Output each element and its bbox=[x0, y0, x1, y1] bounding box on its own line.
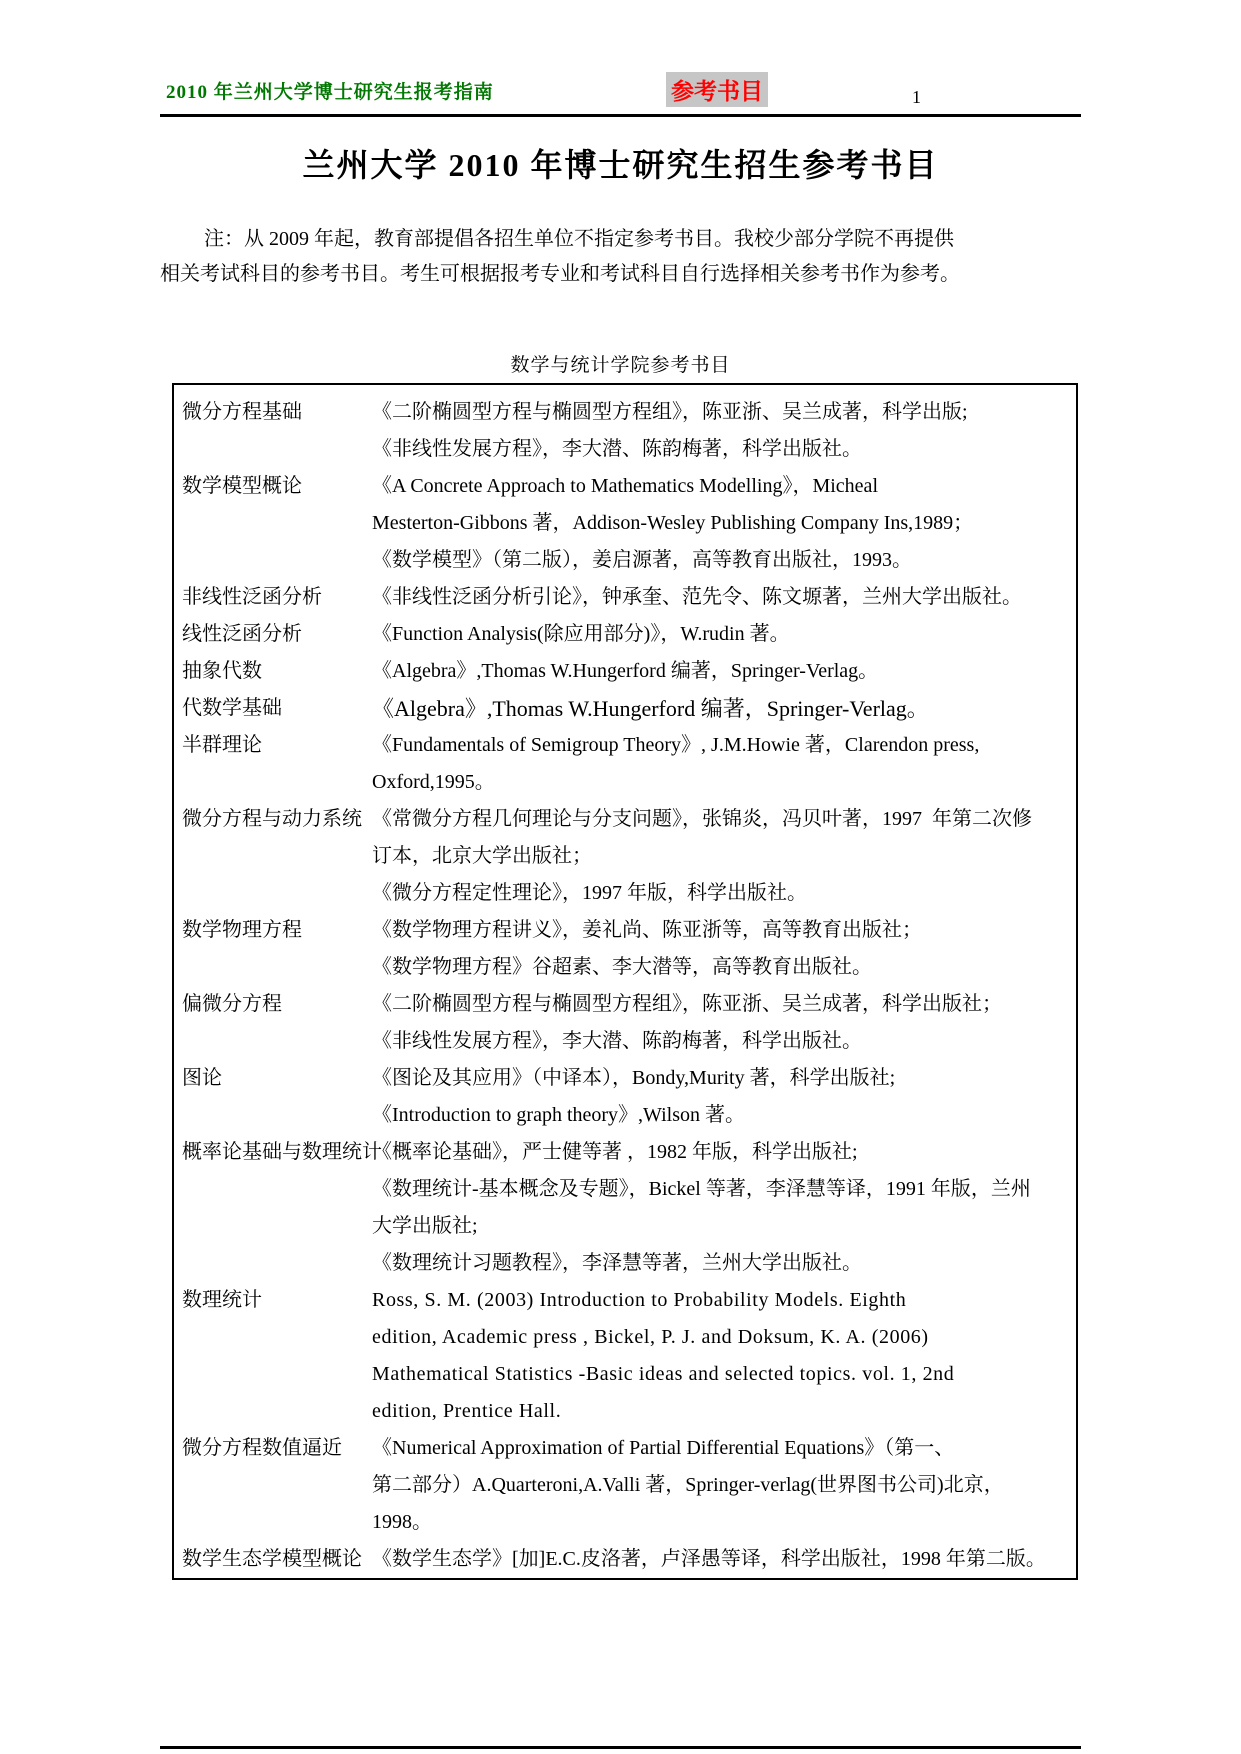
course-name: 数学模型概论 bbox=[182, 475, 302, 497]
book-line: 《数学物理方程》谷超素、李大潜等，高等教育出版社。 bbox=[372, 956, 872, 978]
footer-rule bbox=[160, 1746, 1081, 1749]
course-name: 偏微分方程 bbox=[182, 993, 282, 1015]
book-line: 第二部分）A.Quarteroni,A.Valli 著，Springer-verlag(世界图书公司)北京， bbox=[372, 1474, 1004, 1496]
book-list bbox=[372, 986, 1076, 1060]
book-line: 《数学模型》（第二版），姜启源著，高等教育出版社，1993。 bbox=[372, 549, 912, 571]
table-row bbox=[182, 394, 1076, 468]
table-row bbox=[182, 1541, 1076, 1578]
book-line: 《非线性发展方程》，李大潜、陈韵梅著，科学出版社。 bbox=[372, 1030, 862, 1052]
book-line: 《二阶椭圆型方程与椭圆型方程组》，陈亚浙、吴兰成著，科学出版; bbox=[372, 401, 968, 423]
book-line: 《Algebra》,Thomas W.Hungerford 编著，Springer-Verlag。 bbox=[372, 660, 879, 682]
course-name: 图论 bbox=[182, 1067, 222, 1089]
book-line: 《数学物理方程讲义》，姜礼尚、陈亚浙等，高等教育出版社； bbox=[372, 919, 922, 941]
page-header bbox=[160, 0, 1081, 117]
course-name: 抽象代数 bbox=[182, 660, 262, 682]
book-line: 《A Concrete Approach to Mathematics Modelling》，Micheal bbox=[372, 475, 878, 497]
book-list bbox=[372, 468, 1076, 579]
course-name: 非线性泛函分析 bbox=[182, 586, 322, 608]
table-row bbox=[182, 1134, 1076, 1282]
book-list bbox=[372, 653, 1076, 690]
book-line: Mathematical Statistics -Basic ideas and selected topics. vol. 1, 2nd bbox=[372, 1363, 955, 1385]
table-row bbox=[182, 912, 1076, 986]
book-list bbox=[372, 1541, 1076, 1578]
book-line: 1998。 bbox=[372, 1511, 432, 1533]
book-list bbox=[372, 1060, 1076, 1134]
table-row bbox=[182, 1060, 1076, 1134]
book-line: 《数理统计-基本概念及专题》，Bickel 等著，李泽慧等译，1991 年版，兰州 bbox=[372, 1178, 1031, 1200]
book-line: 《概率论基础》，严士健等著 ，1982 年版，科学出版社; bbox=[372, 1141, 858, 1163]
section-badge: 参考书目 bbox=[666, 72, 768, 107]
book-line: Ross, S. M. (2003) Introduction to Probability Models. Eighth bbox=[372, 1289, 907, 1311]
book-line: 《微分方程定性理论》，1997 年版，科学出版社。 bbox=[372, 882, 807, 904]
course-name: 半群理论 bbox=[182, 734, 262, 756]
book-line: edition, Academic press , Bickel, P. J. and Doksum, K. A. (2006) bbox=[372, 1326, 929, 1348]
course-name: 微分方程数值逼近 bbox=[182, 1437, 342, 1459]
reference-book-table bbox=[172, 383, 1078, 1580]
course-name: 数理统计 bbox=[182, 1289, 262, 1311]
course-name: 数学生态学模型概论 bbox=[182, 1548, 362, 1570]
table-row bbox=[182, 690, 1076, 727]
book-list bbox=[372, 801, 1076, 912]
book-line: Mesterton-Gibbons 著，Addison-Wesley Publishing Company Ins,1989； bbox=[372, 512, 974, 534]
table-caption: 数学与统计学院参考书目 bbox=[510, 355, 731, 376]
book-list bbox=[372, 1134, 1076, 1282]
book-line: 《非线性发展方程》，李大潜、陈韵梅著，科学出版社。 bbox=[372, 438, 862, 460]
book-list bbox=[372, 394, 1076, 468]
course-name: 概率论基础与数理统计 bbox=[182, 1141, 382, 1163]
note-paragraph bbox=[160, 222, 1090, 292]
page-number: 1 bbox=[912, 87, 921, 107]
book-line: 《数理统计习题教程》，李泽慧等著，兰州大学出版社。 bbox=[372, 1252, 862, 1274]
table-row bbox=[182, 653, 1076, 690]
book-list bbox=[372, 616, 1076, 653]
book-line: 大学出版社; bbox=[372, 1215, 478, 1237]
note-line: 相关考试科目的参考书目。考生可根据报考专业和考试科目自行选择相关参考书作为参考。 bbox=[160, 263, 960, 285]
book-line: 《二阶椭圆型方程与椭圆型方程组》，陈亚浙、吴兰成著，科学出版社； bbox=[372, 993, 1002, 1015]
book-list bbox=[372, 690, 1076, 727]
course-name: 数学物理方程 bbox=[182, 919, 302, 941]
table-row bbox=[182, 727, 1076, 801]
table-row bbox=[182, 1430, 1076, 1541]
book-line: edition, Prentice Hall. bbox=[372, 1400, 562, 1422]
note-line: 注：从 2009 年起，教育部提倡各招生单位不指定参考书目。我校少部分学院不再提供 bbox=[204, 228, 954, 250]
book-line: 《图论及其应用》（中译本），Bondy,Murity 著，科学出版社; bbox=[372, 1067, 896, 1089]
book-line: 《Fundamentals of Semigroup Theory》, J.M.Howie 著，Clarendon press, bbox=[372, 734, 980, 756]
course-name: 微分方程基础 bbox=[182, 401, 302, 423]
table-row bbox=[182, 986, 1076, 1060]
book-line: Oxford,1995。 bbox=[372, 771, 495, 793]
table-row bbox=[182, 579, 1076, 616]
book-list bbox=[372, 1430, 1076, 1541]
book-line: 《数学生态学》[加]E.C.皮洛著，卢泽愚等译，科学出版社，1998 年第二版。 bbox=[372, 1548, 1046, 1570]
book-list bbox=[372, 727, 1076, 801]
table-row bbox=[182, 1282, 1076, 1430]
book-line: 《Function Analysis(除应用部分)》，W.rudin 著。 bbox=[372, 623, 790, 645]
table-row bbox=[182, 801, 1076, 912]
table-row bbox=[182, 468, 1076, 579]
course-name: 线性泛函分析 bbox=[182, 623, 302, 645]
book-list bbox=[372, 579, 1076, 616]
course-name: 代数学基础 bbox=[182, 697, 282, 719]
book-line: 《Introduction to graph theory》,Wilson 著。 bbox=[372, 1104, 746, 1126]
book-list bbox=[372, 912, 1076, 986]
book-line: 订本，北京大学出版社； bbox=[372, 845, 592, 867]
course-name: 微分方程与动力系统 bbox=[182, 808, 362, 830]
book-line: 《常微分方程几何理论与分支问题》，张锦炎，冯贝叶著，1997 年第二次修 bbox=[372, 808, 1032, 830]
book-line: 《Algebra》,Thomas W.Hungerford 编著，Springer-Verlag。 bbox=[372, 696, 929, 721]
header-guide-title: 2010 年兰州大学博士研究生报考指南 bbox=[166, 82, 494, 103]
book-line: 《非线性泛函分析引论》，钟承奎、范先令、陈文塬著，兰州大学出版社。 bbox=[372, 586, 1022, 608]
table-row bbox=[182, 616, 1076, 653]
page-title: 兰州大学 2010 年博士研究生招生参考书目 bbox=[302, 147, 939, 183]
book-list bbox=[372, 1282, 1076, 1430]
book-line: 《Numerical Approximation of Partial Differential Equations》（第一、 bbox=[372, 1437, 955, 1459]
